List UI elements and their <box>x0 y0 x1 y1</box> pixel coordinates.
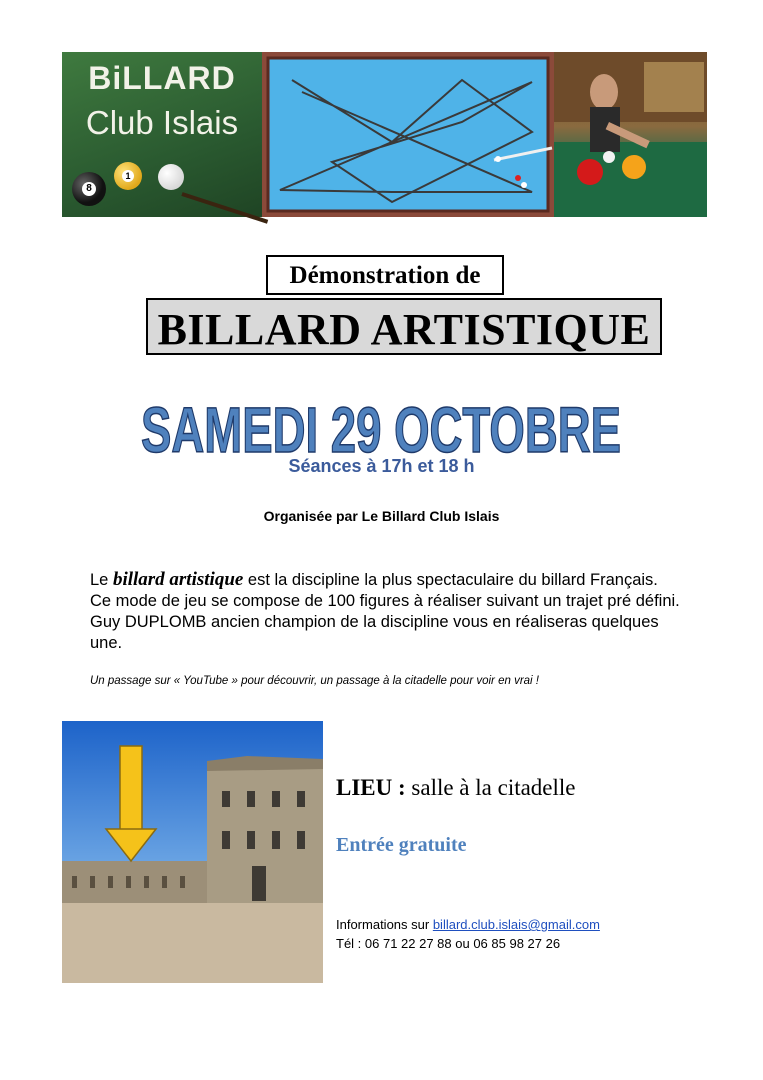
citadel-illustration <box>62 721 323 983</box>
event-date-graphic <box>120 392 643 462</box>
venue-label: LIEU : <box>336 775 406 800</box>
description-paragraph <box>90 569 680 654</box>
club-logo <box>62 52 262 217</box>
description-body: est la discipline la plus spectaculaire du billard Français. Ce mode de jeu se compose de 100 figures à réaliser suivant un trajet pré défini. Guy DUPLOMB ancien champion de la discipline vous en réaliseras quelques une. <box>90 571 680 652</box>
cue-stick-icon <box>181 192 268 224</box>
main-title-box <box>146 298 662 355</box>
event-date: SAMEDI 29 OCTOBRE <box>141 394 621 462</box>
header-banner <box>62 52 707 217</box>
session-times: Séances à 17h et 18 h <box>288 456 475 476</box>
logo-subtitle: Club Islais <box>85 104 239 141</box>
description-term: billard artistique <box>112 569 244 590</box>
main-title: BILLARD ARTISTIQUE <box>157 305 651 354</box>
one-ball-number: 1 <box>122 170 134 182</box>
info-line <box>336 917 600 932</box>
player-illustration <box>554 52 707 217</box>
demonstration-title-box <box>266 255 504 295</box>
logo-title: BiLLARD <box>88 60 236 96</box>
player-photo <box>554 52 707 217</box>
phone-line: Tél : 06 71 22 27 88 ou 06 85 98 27 26 <box>336 936 561 951</box>
cue-ball-icon <box>158 164 184 190</box>
organizer-line: Organisée par Le Billard Club Islais <box>263 508 500 524</box>
venue-line <box>336 775 576 801</box>
demonstration-title: Démonstration de <box>289 262 481 289</box>
eight-ball-number: 8 <box>82 182 96 196</box>
free-entry: Entrée gratuite <box>336 834 467 856</box>
info-label: Informations sur <box>336 917 433 932</box>
billiard-table-diagram <box>262 52 554 217</box>
trajectory-diagram <box>262 52 554 217</box>
venue-value: salle à la citadelle <box>405 775 576 800</box>
description-prefix: Le <box>90 571 113 589</box>
youtube-note: Un passage sur « YouTube » pour découvrir, un passage à la citadelle pour voir en vrai ! <box>90 675 539 687</box>
citadel-photo <box>62 721 323 983</box>
email-link[interactable]: billard.club.islais@gmail.com <box>432 917 600 932</box>
